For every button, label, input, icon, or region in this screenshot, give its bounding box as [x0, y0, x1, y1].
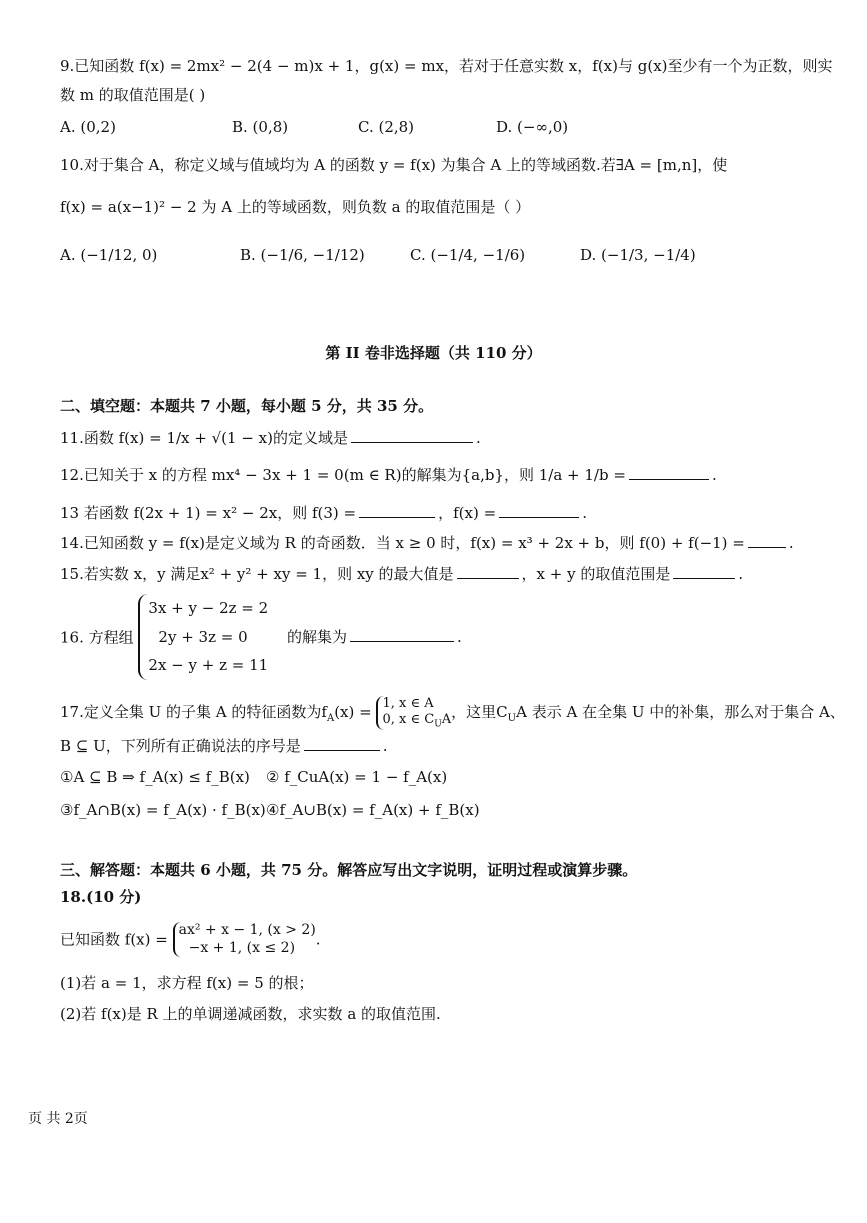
- q18-piecewise: [173, 922, 316, 957]
- q16-equation-system: [138, 594, 268, 680]
- q18-title: 18.(10 分): [60, 888, 142, 906]
- q13-text-a: 13 若函数 f(2x + 1) = x² − 2x，则 f(3) =: [60, 504, 357, 522]
- q14-text: 14.已知函数 y = f(x)是定义域为 R 的奇函数．当 x ≥ 0 时，f(x) = x³ + 2x + b，则 f(0) + f(−1) =: [60, 534, 745, 552]
- q13: 13 若函数 f(2x + 1) = x² − 2x，则 f(3) = ，f(x) = .: [60, 504, 587, 522]
- q16-tail-text: 的解集为: [286, 628, 347, 647]
- q16-tail: 的解集为 .: [286, 628, 462, 647]
- part3-header: 三、解答题：本题共 6 小题，共 75 分。解答应写出文字说明，证明过程或演算步骤。: [60, 861, 638, 879]
- q17-line1: 17.定义全集 U 的子集 A 的特征函数为$f_A(x) = 1$, x ∈ A 0, x ∈ $C_UA$，这里$C_UA$ 表示 A 在全集 U 中的补集，那么对于集合 A、: [60, 696, 845, 730]
- q14-answer-blank: [748, 533, 786, 548]
- q9-option-d: D. (−∞,0): [496, 118, 569, 136]
- q17-text-b: (x) =: [334, 703, 372, 721]
- q17-statement-3: ③f_A∩B(x) = f_A(x) · f_B(x): [60, 801, 266, 819]
- q17-text-d: A 表示 A 在全集 U 中的补集，那么对于集合 A、: [516, 703, 845, 721]
- q12: 12.已知关于 x 的方程 mx⁴ − 3x + 1 = 0(m ∈ R)的解集为{a,b}，则 1/a + 1/b = .: [60, 466, 717, 484]
- section-2-title: 第 II 卷非选择题（共 110 分）: [325, 344, 542, 362]
- q10-option-a: A. (−1/12, 0): [60, 246, 158, 264]
- q18-part-1: (1)若 a = 1，求方程 f(x) = 5 的根；: [60, 974, 314, 992]
- q18-intro: 已知函数 f(x) =: [60, 930, 168, 949]
- q10-option-d: D. (−1/3, −1/4): [580, 246, 696, 264]
- q9-line1: 9.已知函数 f(x) = 2mx² − 2(4 − m)x + 1，g(x) = mx，若对于任意实数 x，f(x)与 g(x)至少有一个为正数，则实: [60, 57, 833, 75]
- q17-text-a: 17.定义全集 U 的子集 A 的特征函数为f: [60, 703, 327, 721]
- q15-text-a: 15.若实数 x，y 满足x² + y² + xy = 1，则 xy 的最大值是: [60, 565, 454, 583]
- q16-eq-3: 2x − y + z = 11: [148, 656, 269, 674]
- q11-text: 11.函数 f(x) = 1/x + √(1 − x)的定义域是: [60, 429, 348, 447]
- part2-header: 二、填空题：本题共 7 小题，每小题 5 分，共 35 分。: [60, 397, 434, 415]
- q9-option-c: C. (2,8): [358, 118, 415, 136]
- q9-option-a: A. (0,2): [60, 118, 116, 136]
- q10-line1: 10.对于集合 A，称定义域与值域均为 A 的函数 y = f(x) 为集合 A 上的等域函数.若∃A = [m,n]，使: [60, 156, 728, 174]
- q18-part-2: (2)若 f(x)是 R 上的单调递减函数，求实数 a 的取值范围.: [60, 1005, 441, 1023]
- page-footer: 页 共 2页: [28, 1111, 88, 1127]
- q15-blank-2: [673, 564, 735, 579]
- q10-option-c: C. (−1/4, −1/6): [410, 246, 526, 264]
- q15-blank-1: [457, 564, 519, 579]
- q13-blank-1: [359, 503, 435, 518]
- q15: 15.若实数 x，y 满足x² + y² + xy = 1，则 xy 的最大值是 ，x + y 的取值范围是 .: [60, 565, 744, 583]
- q17-statement-1: ①A ⊆ B ⇒ f_A(x) ≤ f_B(x): [60, 768, 250, 786]
- q18-case-2: −x + 1, (x ≤ 2): [188, 939, 296, 956]
- q11-answer-blank: [351, 428, 473, 443]
- q18-case-1: ax² + x − 1, (x > 2): [178, 922, 316, 938]
- q16-label: 16. 方程组: [60, 628, 134, 647]
- q17-line2: B ⊆ U，下列所有正确说法的序号是 .: [60, 737, 388, 755]
- q14: 14.已知函数 y = f(x)是定义域为 R 的奇函数．当 x ≥ 0 时，f(x) = x³ + 2x + b，则 f(0) + f(−1) = .: [60, 534, 794, 552]
- q16-eq-2: 2y + 3z = 0: [158, 627, 248, 646]
- q12-answer-blank: [629, 465, 709, 480]
- q15-text-b: ，x + y 的取值范围是: [521, 565, 671, 583]
- q16-eq-1: 3x + y − 2z = 2: [148, 599, 269, 617]
- q13-blank-2: [499, 503, 579, 518]
- q11: 11.函数 f(x) = 1/x + √(1 − x)的定义域是 .: [60, 429, 481, 447]
- q16: [60, 594, 462, 680]
- q10-option-b: B. (−1/6, −1/12): [240, 246, 365, 264]
- q17-case-1: 1, x ∈ A: [382, 696, 434, 711]
- q17-statement-2: ② f_CuA(x) = 1 − f_A(x): [266, 768, 448, 786]
- q18-definition: 已知函数 f(x) = ax² + x − 1, (x > 2) −x + 1, (x ≤ 2) .: [60, 922, 321, 956]
- q13-text-b: ，f(x) =: [438, 504, 497, 522]
- q9-line2: 数 m 的取值范围是( ): [60, 86, 206, 104]
- q10-line2: f(x) = a(x−1)² − 2 为 A 上的等域函数，则负数 a 的取值范围是（ ）: [60, 198, 531, 216]
- q17-statement-4: ④f_A∪B(x) = f_A(x) + f_B(x): [266, 801, 480, 819]
- q16-answer-blank: [350, 627, 454, 642]
- q17-line2-text: B ⊆ U，下列所有正确说法的序号是: [60, 737, 301, 755]
- q17-answer-blank: [304, 736, 380, 751]
- q17-text-c: ，这里C: [451, 703, 508, 721]
- q17-case-2: 0, x ∈ C: [382, 711, 435, 727]
- q9-option-b: B. (0,8): [232, 118, 289, 136]
- q17-piecewise: 1, x ∈ A 0, x ∈ $C_UA$: [376, 696, 451, 730]
- q12-text: 12.已知关于 x 的方程 mx⁴ − 3x + 1 = 0(m ∈ R)的解集为{a,b}，则 1/a + 1/b =: [60, 466, 626, 484]
